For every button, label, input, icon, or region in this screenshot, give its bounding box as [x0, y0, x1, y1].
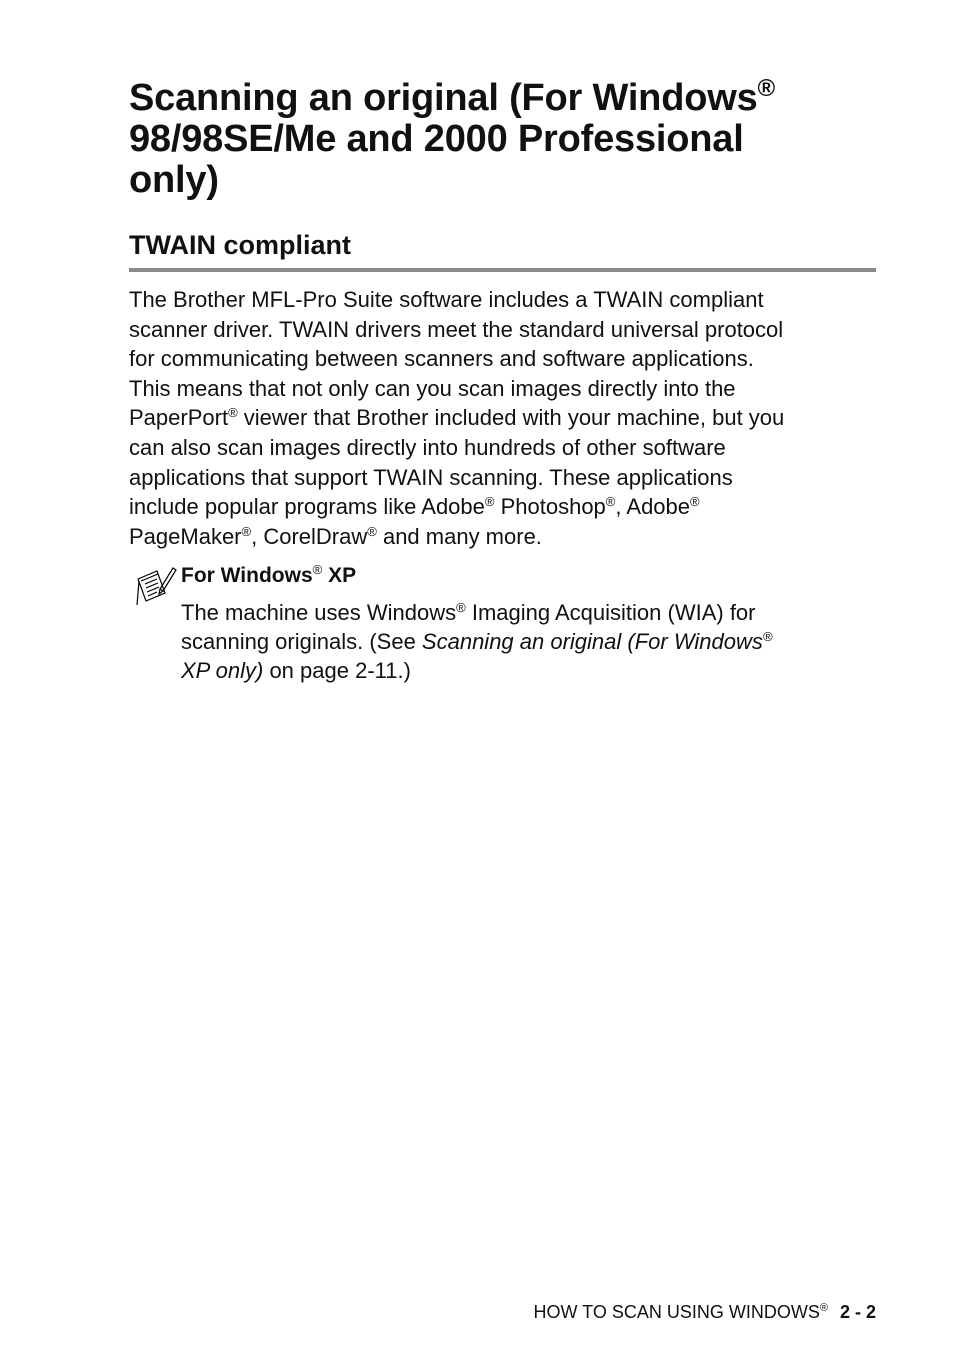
note-pencil-icon [135, 565, 177, 607]
note-title: For Windows® XP [181, 562, 357, 587]
cross-reference-link-cont: XP only) [181, 657, 264, 683]
cross-reference-link: Scanning an original (For Windows® [421, 628, 773, 654]
title-line-1: Scanning an original (For Windows® [129, 75, 775, 119]
section-divider [129, 268, 876, 272]
title-line-2: 98/98SE/Me and 2000 Professional [129, 118, 744, 160]
footer-section: HOW TO SCAN USING WINDOWS [533, 1302, 820, 1322]
page-number: 2 - 2 [839, 1302, 876, 1322]
note-text: The machine uses Windows® Imaging Acquisition (WIA) for scanning originals. (See Scanning an original (For Windows® XP only) on page 2-11.) [181, 600, 773, 683]
page-title [129, 75, 889, 201]
section-heading: TWAIN compliant [129, 230, 351, 260]
page-footer: HOW TO SCAN USING WINDOWS® 2 - 2 [533, 1302, 876, 1322]
title-line-3: only) [129, 159, 219, 201]
body-paragraph: The Brother MFL-Pro Suite software includes a TWAIN compliant scanner driver. TWAIN drivers meet the standard universal protocol for communicating between scanners and software applications. This means that not only can you scan images directly into the PaperPort® viewer that Brother included with your machine, but you can also scan images directly into hundreds of other software applications that support TWAIN scanning. These applications include popular programs like Adobe® Photoshop®, Adobe® PageMaker®, CorelDraw® and many more. [129, 287, 785, 549]
